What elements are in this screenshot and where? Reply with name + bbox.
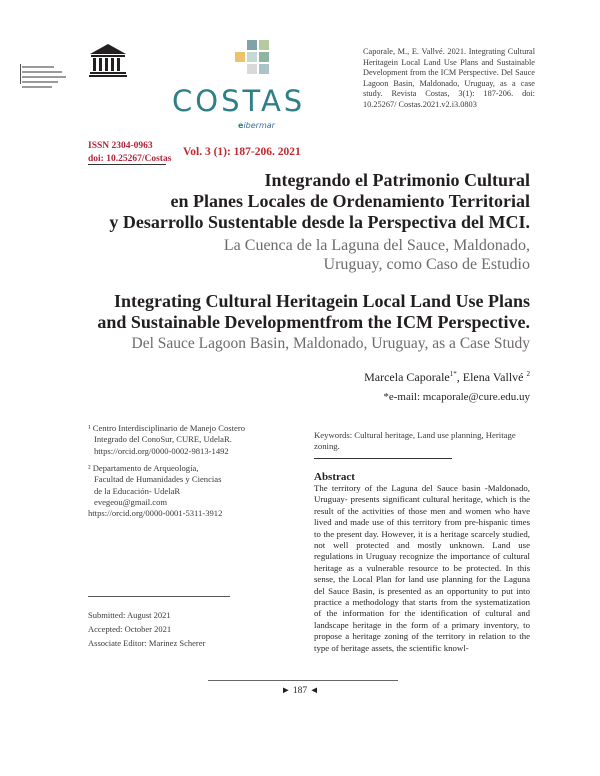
keywords-divider xyxy=(314,458,452,459)
dates-divider xyxy=(88,596,230,597)
authors: Marcela Caporale$^{1*}$, Elena Vallvé $^2$ xyxy=(364,370,530,384)
submitted-date: Submitted: August 2021 xyxy=(88,610,171,620)
costas-logo xyxy=(172,40,307,138)
author-caporale: Marcela Caporale xyxy=(364,370,450,384)
unesco-caption-lines xyxy=(22,66,72,91)
ibermar-mark: eibermar xyxy=(238,121,275,130)
submission-dates xyxy=(88,608,205,651)
subtitle-spanish: La Cuenca de la Laguna del Sauce, Maldonado, Uruguay, como Caso de Estudio xyxy=(223,237,530,273)
author-vallve: Elena Vallvé xyxy=(462,370,524,384)
abstract-text: The territory of the Laguna del Sauce basin -Maldonado, Uruguay- presents significant cultural heritage, which is the result of the activities of those men and women who have lived and made use of this territory from pre-hispanic times to the present day. However, it is a heritage scarcely studied, not well protected and mostly unknown. Land use regulations in Uruguay recognize the importance of cultural heritage as a vulnerable resource to be protected. In this sense, the Local Plan for land use planning for the Laguna del Sauce Basin, is presented as an opportunity to put into practice a methodology that starts from the systematization of the information for the identification of cultural and landscape heritage in the form of a primary inventory, to propose a heritage zoning of the territory in relation to the type of heritage assets, the scientific knowl- xyxy=(314,483,530,653)
title-spanish: Integrando el Patrimonio Cultural en Planes Locales de Ordenamiento Territorial y Desarrollo Sustentable desde la Perspectiva del MCI. xyxy=(109,170,530,232)
citation-block: Caporale, M., E. Vallvé. 2021. Integrating Cultural Heritagein Local Land Use Plans and Sustainable Development from the ICM Perspective. Del Sauce Lagoon Basin, Maldonado, Uruguay, as a case study. Revista Costas, 3(1): 187-206. doi: 10.25267/ Costas.2021.v2.i3.0803 xyxy=(363,47,535,109)
keywords: Keywords: Cultural heritage, Land use planning, Heritage zoning. xyxy=(314,430,516,452)
associate-editor: Associate Editor: Marinez Scherer xyxy=(88,638,206,649)
orcid-link-2[interactable]: https://orcid.org/0000-0001-5311-3912 xyxy=(88,508,223,519)
unesco-temple-icon xyxy=(88,42,128,78)
title-english: Integrating Cultural Heritagein Local Land Use Plans and Sustainable Developmentfrom the ICM Perspective. xyxy=(97,291,530,332)
issn-block xyxy=(88,140,171,166)
subtitle-english: Del Sauce Lagoon Basin, Maldonado, Uruguay, as a Case Study xyxy=(131,335,530,352)
unesco-logo xyxy=(88,42,142,83)
affiliation-1: ¹ Centro Interdisciplinario de Manejo Costero Integrado del ConoSur, CURE, UdelaR. https://orcid.org/0000-0002-9813-1492 xyxy=(88,423,288,457)
abstract-heading: Abstract xyxy=(314,471,355,483)
affiliation-2: ² Departamento de Arqueología, Facultad de Humanidades y Ciencias de la Educación- UdelaR evegeou@gmail.com https://orcid.org/0000-0001-5311-3912 xyxy=(88,463,288,519)
issn-underline xyxy=(88,164,166,165)
costas-squares-icon xyxy=(235,40,275,82)
email-link-2[interactable]: evegeou@gmail.com xyxy=(94,496,168,507)
corresponding-email: *e-mail: mcaporale@cure.edu.uy xyxy=(383,391,530,403)
footer-divider xyxy=(208,680,398,681)
page-number: ► 187 ◄ xyxy=(281,686,319,696)
orcid-link-1[interactable]: https://orcid.org/0000-0002-9813-1492 xyxy=(94,445,229,456)
issn: ISSN 2304-0963 xyxy=(88,141,153,151)
volume-info: Vol. 3 (1): 187-206. 2021 xyxy=(183,146,301,158)
costas-wordmark: COSTAS xyxy=(172,84,306,118)
unesco-divider xyxy=(20,64,21,84)
accepted-date: Accepted: October 2021 xyxy=(88,624,172,635)
doi: doi: 10.25267/Costas xyxy=(88,154,172,164)
